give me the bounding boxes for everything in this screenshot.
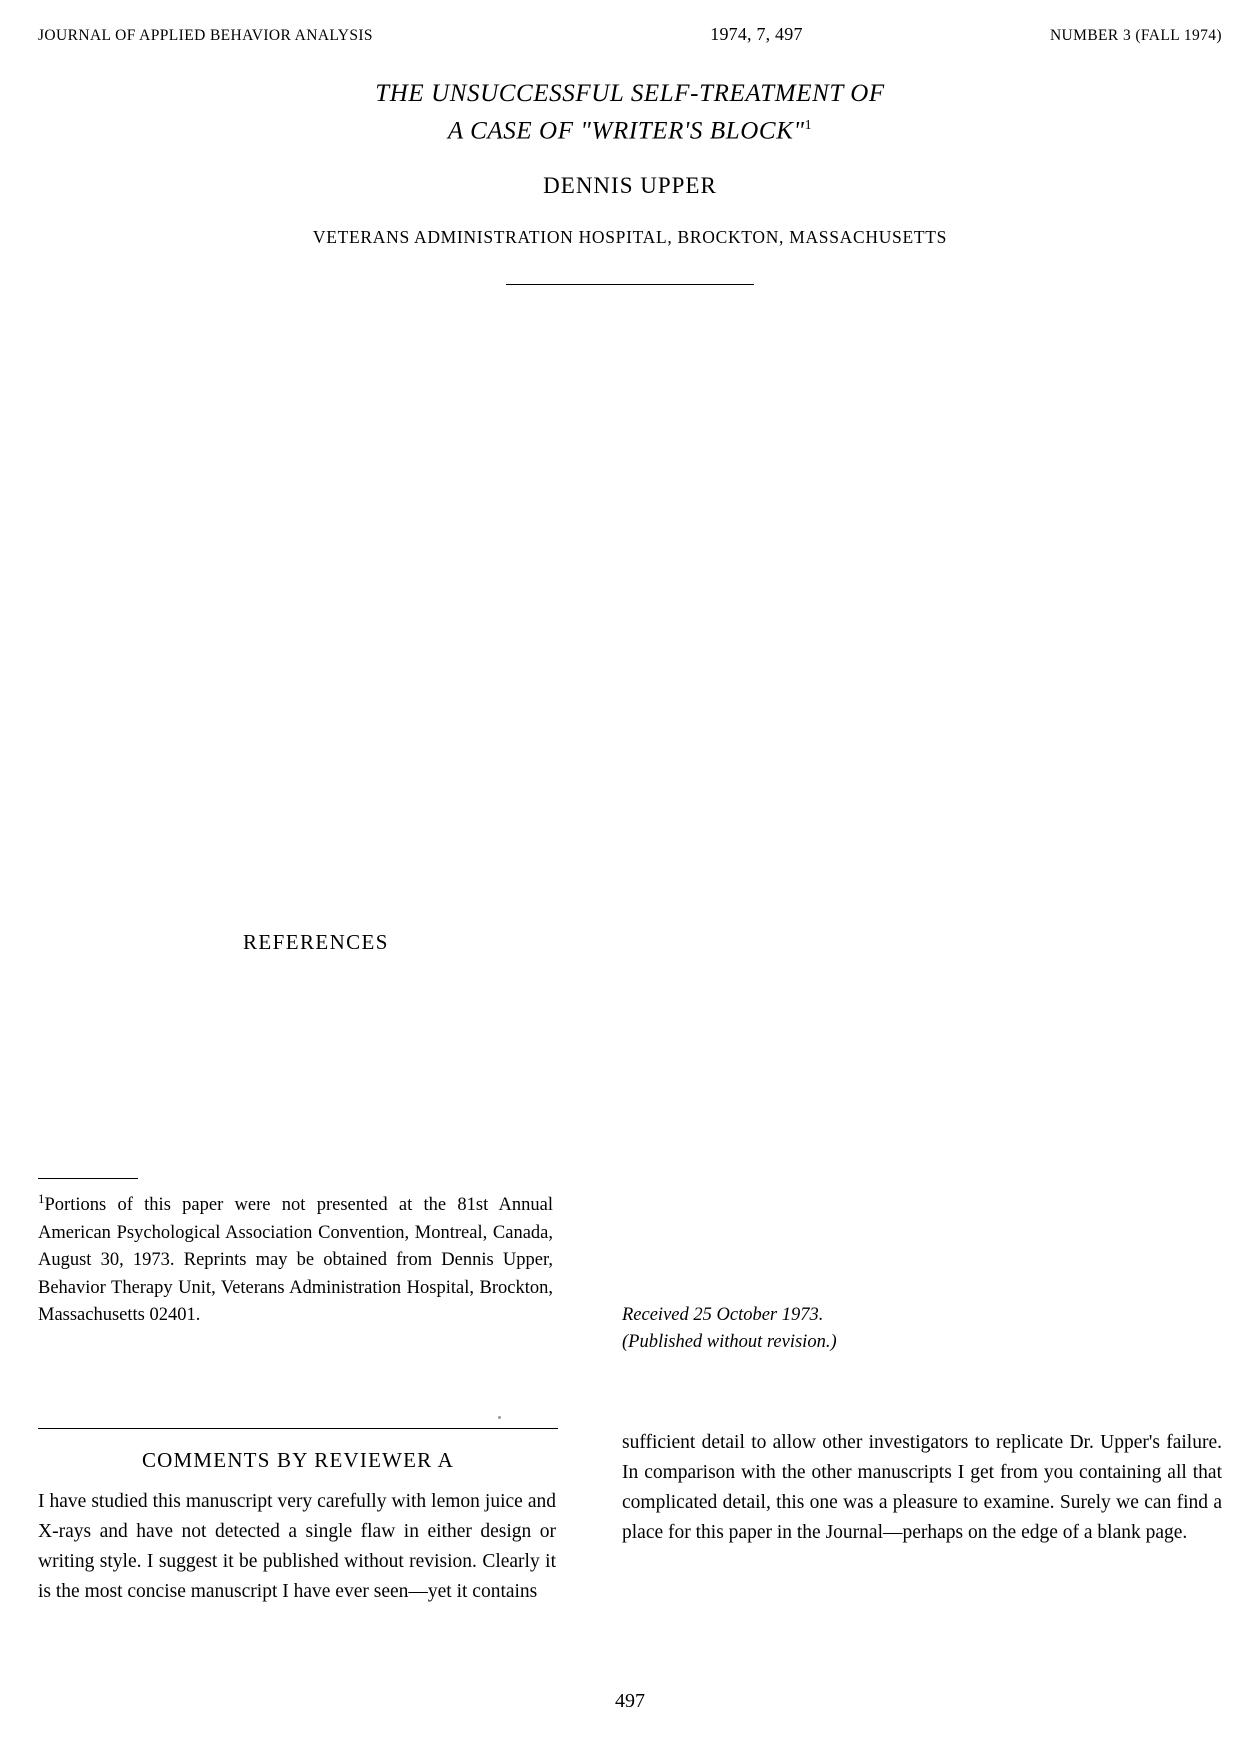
title-block <box>0 78 1260 285</box>
issue-number: NUMBER 3 (FALL 1974) <box>1049 27 1222 44</box>
title-line-2: A CASE OF "WRITER'S BLOCK" <box>447 117 805 145</box>
volume-page-citation: 1974, 7, 497 <box>710 24 803 44</box>
comments-left-column: I have studied this manuscript very carefully with lemon juice and X-rays and have not detected a single flaw in either design or writing style. I suggest it be published without revision. Clearly it is the most concise manuscript I have ever seen—yet it contains <box>38 1491 556 1602</box>
references-heading: REFERENCES <box>243 930 389 954</box>
journal-name: JOURNAL OF APPLIED BEHAVIOR ANALYSIS <box>38 27 373 44</box>
article-body-blank <box>38 300 1222 840</box>
running-head <box>38 24 1222 50</box>
comments-divider <box>38 1428 558 1429</box>
page-number: 497 <box>615 1690 645 1712</box>
author-name: DENNIS UPPER <box>543 173 717 199</box>
publication-note: (Published without revision.) <box>622 1332 837 1352</box>
received-note <box>622 1302 1102 1356</box>
page-title <box>0 78 1260 147</box>
title-line-1: THE UNSUCCESSFUL SELF-TREATMENT OF <box>375 80 885 107</box>
footnote-marker: 1 <box>38 1191 45 1206</box>
footnote-text <box>38 1185 553 1330</box>
footnote-body: Portions of this paper were not presented at the 81st Annual American Psychological Association Convention, Montreal, Canada, August 30, 1973. Reprints may be obtained from Dennis Upper, Behavior Therapy Unit, Veterans Administration Hospital, Brockton, Massachusetts 02401. <box>38 1195 553 1326</box>
footnote-divider <box>38 1178 138 1179</box>
page-speck <box>498 1416 501 1419</box>
title-footnote-marker: 1 <box>804 118 813 133</box>
comments-right-column: sufficient detail to allow other investigators to replicate Dr. Upper's failure. In comparison with the other manuscripts I get from you containing all that complicated detail, this one was a pleasure to examine. Surely we can find a place for this paper in the Journal—perhaps on the edge of a blank page. <box>622 1432 1222 1543</box>
received-date: Received 25 October 1973. <box>622 1305 824 1325</box>
title-divider <box>506 284 754 285</box>
comments-heading: COMMENTS BY REVIEWER A <box>141 1448 455 1472</box>
author-affiliation: VETERANS ADMINISTRATION HOSPITAL, BROCKTON, MASSACHUSETTS <box>312 227 948 248</box>
